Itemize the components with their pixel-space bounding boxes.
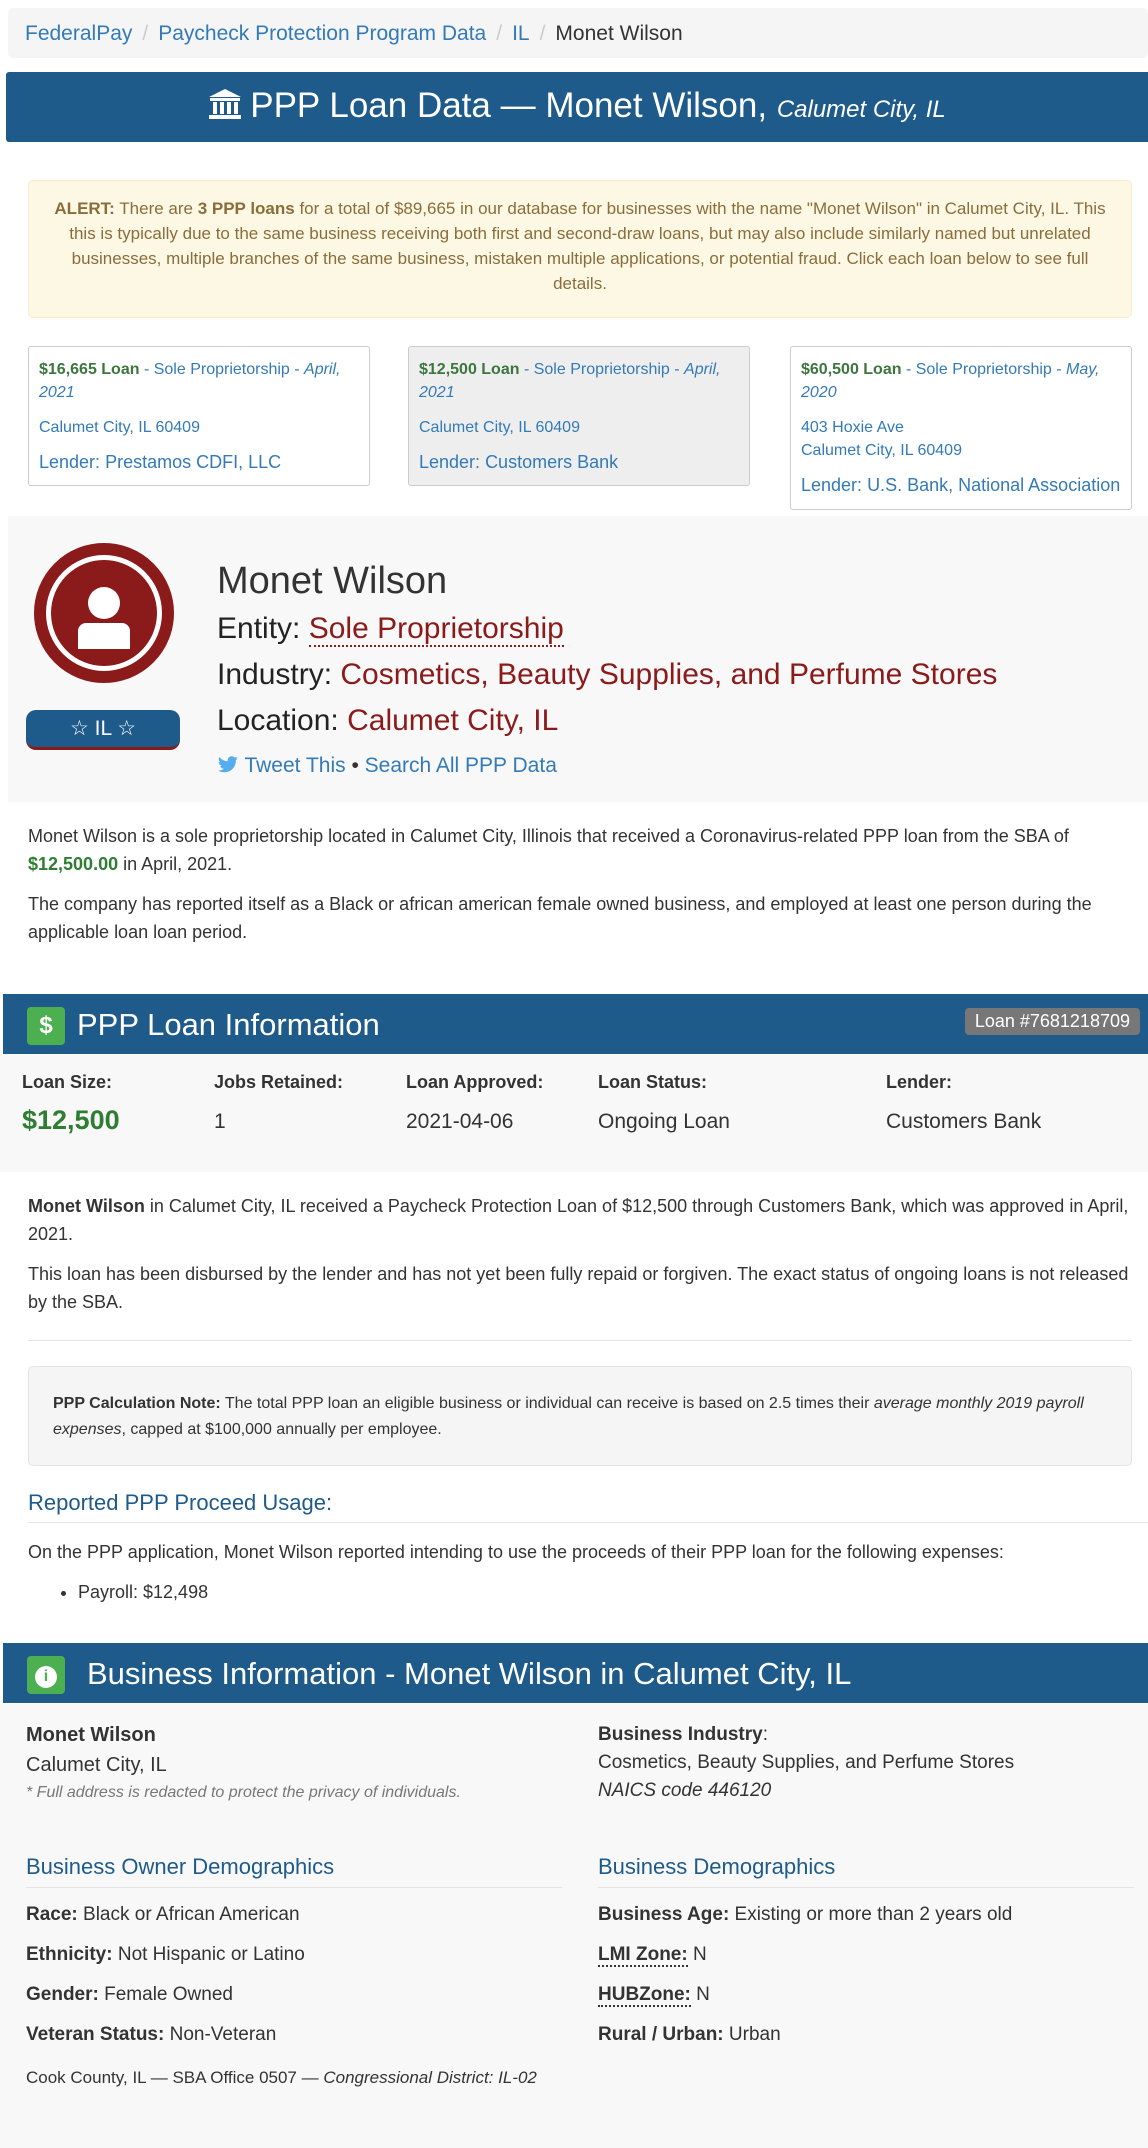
kv-label: Veteran Status: — [26, 2024, 165, 2045]
business-info-header — [3, 1643, 1148, 1703]
calculation-note-label: PPP Calculation Note: — [53, 1395, 221, 1412]
business-name: Monet Wilson — [26, 1724, 156, 1746]
person-icon — [88, 587, 120, 619]
breadcrumb — [8, 8, 1148, 58]
kv-label: Race: — [26, 1904, 78, 1925]
hubzone — [598, 1984, 710, 2006]
stat-value: 2021-04-06 — [406, 1110, 514, 1133]
loan-card-lender — [39, 451, 359, 474]
lmi-zone — [598, 1944, 707, 1966]
loan-card-header — [419, 358, 739, 404]
loan-number-badge: Loan #7681218709 — [965, 1008, 1140, 1035]
divider — [26, 1887, 562, 1888]
person-icon-body — [78, 623, 130, 649]
twitter-icon — [217, 754, 239, 777]
tweet-this-link[interactable]: Tweet This — [244, 754, 346, 777]
page-title: PPP Loan Data — Monet Wilson, — [250, 86, 768, 125]
kv-value: Non-Veteran — [164, 2024, 277, 2045]
loan-card-header — [39, 358, 359, 404]
kv-label: LMI Zone: — [598, 1944, 688, 1965]
profile-entity-label: Entity: — [217, 612, 309, 645]
redacted-note: * Full address is redacted to protect the privacy of individuals. — [26, 1784, 461, 1801]
alert-text-pre: There are — [114, 199, 198, 218]
summary-paragraph-2: The company has reported itself as a Black or african american female owned business, and employed at least one person during the applicable loan loan period. — [28, 894, 1092, 942]
kv-value: Urban — [723, 2024, 781, 2045]
loan-description-text: in Calumet City, IL received a Paycheck Protection Loan of $12,500 through Customers Bank, which was approved in April, 2021. — [28, 1196, 1129, 1244]
page-title-place: Calumet City, IL — [776, 96, 946, 123]
business-industry-link[interactable]: Cosmetics, Beauty Supplies, and Perfume Stores — [598, 1752, 1015, 1773]
location-footer — [26, 2068, 537, 2088]
duplicate-loans-alert — [28, 180, 1132, 318]
loan-approved-stat — [406, 1072, 543, 1134]
kv-label: Business Age: — [598, 1904, 730, 1925]
loan-status-description: This loan has been disbursed by the lender and has not yet been fully repaid or forgiven. The exact status of ongoing loans is not released by the SBA. — [28, 1264, 1129, 1312]
loan-info-title: PPP Loan Information — [77, 1007, 380, 1042]
loan-stats — [0, 1054, 1148, 1172]
profile-industry-value: Cosmetics, Beauty Supplies, and Perfume Stores — [340, 658, 998, 691]
loan-status-stat — [598, 1072, 730, 1134]
loan-card-lender-name: Customers Bank — [485, 452, 619, 472]
info-icon — [27, 1656, 65, 1694]
profile-industry-label: Industry: — [217, 658, 341, 691]
profile-location — [217, 704, 558, 738]
share-links: Tweet This • Search All PPP Data — [217, 754, 557, 778]
summary-text-end: in April, 2021. — [118, 854, 233, 874]
jobs-retained-stat — [214, 1072, 343, 1134]
state-badge[interactable]: ☆ IL ☆ — [26, 710, 180, 750]
loan-card-lender: Lender: U.S. Bank, National Association — [801, 475, 1121, 495]
rural-urban — [598, 2024, 781, 2046]
dollar-icon: $ — [27, 1007, 65, 1045]
divider — [28, 1340, 1132, 1341]
loan-card-lender-name-2: National Association — [958, 475, 1121, 495]
breadcrumb-separator: / — [142, 22, 149, 45]
loan-card[interactable] — [28, 346, 370, 486]
business-industry-label: Business Industry: — [598, 1724, 768, 1745]
bank-icon — [208, 86, 250, 125]
profile-name: Monet Wilson — [217, 560, 448, 602]
info-icon-glyph: i — [35, 1666, 57, 1688]
stat-label: Lender: — [886, 1072, 953, 1092]
kv-value: Existing or more than 2 years old — [729, 1904, 1013, 1925]
search-all-ppp-link[interactable]: Search All PPP Data — [364, 754, 557, 777]
stat-value: Ongoing Loan — [598, 1110, 730, 1133]
loan-description — [28, 1192, 1132, 1248]
page-title-banner — [6, 72, 1148, 142]
profile-industry — [217, 658, 997, 692]
calculation-note-text: The total PPP loan an eligible business or individual can receive is based on 2.5 times their — [220, 1395, 874, 1412]
business-info-title: Business Information - Monet Wilson in Calumet City, IL — [87, 1656, 852, 1691]
loan-card-date: May, 2020 — [801, 361, 1100, 401]
loan-card-selected[interactable] — [408, 346, 750, 486]
kv-label: Rural / Urban: — [598, 2024, 724, 2045]
profile-location-label: Location: — [217, 704, 348, 737]
business-age — [598, 1904, 1012, 1926]
profile-location-value: Calumet City, IL — [347, 704, 559, 737]
loan-card-amount: $60,500 Loan — [801, 361, 902, 378]
owner-race — [26, 1904, 300, 1926]
breadcrumb-current: Monet Wilson — [555, 22, 683, 45]
usage-item: • Payroll: $12,498 — [78, 1578, 208, 1606]
loan-card-lender-label: Lender: — [39, 452, 106, 472]
summary-text: Monet Wilson is a sole proprietorship located in Calumet City, Illinois that received a Coronavirus-related PPP loan from the SBA of — [28, 826, 1069, 846]
loan-card-type: - Sole Proprietorship - — [901, 361, 1067, 378]
breadcrumb-separator: / — [496, 22, 503, 45]
loan-info-header — [3, 994, 1148, 1054]
divider — [598, 1887, 1134, 1888]
business-demographics-heading: Business Demographics — [598, 1854, 836, 1879]
profile-entity — [217, 612, 564, 646]
naics-code: NAICS code 446120 — [598, 1780, 772, 1801]
stat-label: Loan Status: — [598, 1072, 708, 1092]
owner-demographics-heading: Business Owner Demographics — [26, 1854, 335, 1879]
breadcrumb-separator: / — [539, 22, 546, 45]
calculation-note-end: , capped at $100,000 annually per employee. — [121, 1421, 442, 1438]
loan-card-address: Calumet City, IL 60409 — [39, 419, 200, 436]
owner-ethnicity — [26, 1944, 305, 1966]
avatar — [34, 543, 174, 683]
stat-label: Loan Size: — [22, 1072, 113, 1092]
loan-card-address — [801, 416, 1121, 462]
loan-card-type: - Sole Proprietorship - — [519, 361, 685, 378]
usage-intro: On the PPP application, Monet Wilson reported intending to use the proceeds of their PPP loan for the following expenses: — [28, 1542, 1004, 1562]
location-footer-text: Cook County, IL — SBA Office 0507 — — [26, 2068, 324, 2087]
congressional-district: Congressional District: IL-02 — [323, 2068, 537, 2087]
loan-card-lender — [419, 451, 739, 474]
loan-description-name: Monet Wilson — [28, 1196, 145, 1216]
business-info-panel — [0, 1704, 1148, 2148]
summary-amount: $12,500.00 — [28, 854, 119, 874]
stat-value: Customers Bank — [886, 1110, 1042, 1133]
kv-label: Gender: — [26, 1984, 99, 2005]
calculation-note — [28, 1366, 1132, 1466]
loan-card-amount: $16,665 Loan — [39, 361, 140, 378]
calculation-note-emphasis: average monthly 2019 payroll expenses — [53, 1395, 1084, 1438]
business-industry-label-text: Business Industry — [598, 1724, 763, 1745]
stat-value: $12,500 — [22, 1105, 120, 1135]
kv-label: Ethnicity: — [26, 1944, 113, 1965]
kv-label: HUBZone: — [598, 1984, 691, 2005]
summary-paragraph — [28, 822, 1132, 878]
business-city: Calumet City, IL — [26, 1754, 167, 1776]
loan-card-date: April, 2021 — [39, 361, 341, 401]
loan-card[interactable] — [790, 346, 1132, 510]
breadcrumb-link-federalpay[interactable]: FederalPay — [25, 22, 133, 45]
alert-label: ALERT: — [54, 199, 115, 218]
usage-heading: Reported PPP Proceed Usage: — [28, 1490, 333, 1515]
owner-gender — [26, 1984, 233, 2006]
loan-card-lender-name: Prestamos CDFI, LLC — [105, 452, 282, 472]
profile-panel — [8, 516, 1148, 802]
loan-card-amount: $12,500 Loan — [419, 361, 520, 378]
loan-size-stat — [22, 1072, 120, 1136]
divider — [28, 1522, 1148, 1523]
loan-card-lender-name: U.S. Bank — [867, 475, 949, 495]
owner-veteran — [26, 2024, 276, 2046]
loan-card-date: April, 2021 — [419, 361, 721, 401]
kv-value: N — [690, 1984, 710, 2005]
kv-value: Female Owned — [98, 1984, 233, 2005]
kv-value: Not Hispanic or Latino — [112, 1944, 305, 1965]
stat-label: Jobs Retained: — [214, 1072, 344, 1092]
loan-card-street: 403 Hoxie Ave — [801, 419, 904, 436]
loan-card-type: - Sole Proprietorship - — [139, 361, 305, 378]
alert-text: for a total of $89,665 in our database for businesses with the name "Monet Wilson" in Calumet City, IL. This this is typically due to the same business receiving both first and second-draw loans, but may also include similarly named but unrelated businesses, multiple branches of the same business, mistaken multiple applications, or potential fraud. Click each loan below to see full details. — [69, 199, 1106, 293]
loan-card-header — [801, 358, 1121, 404]
profile-entity-value[interactable]: Sole Proprietorship — [308, 612, 564, 645]
stat-value: 1 — [214, 1110, 226, 1133]
alert-loan-count: 3 PPP loans — [197, 199, 295, 218]
breadcrumb-link-il[interactable]: IL — [512, 22, 530, 45]
usage-list — [78, 1578, 208, 1606]
stat-label: Loan Approved: — [406, 1072, 544, 1092]
loan-card-lender-label: Lender: — [419, 452, 486, 472]
loan-card-lender-label: Lender: — [801, 475, 868, 495]
kv-value: N — [687, 1944, 707, 1965]
loan-card-address: Calumet City, IL 60409 — [419, 419, 580, 436]
loan-card-city: Calumet City, IL 60409 — [801, 442, 962, 459]
kv-value: Black or African American — [77, 1904, 300, 1925]
breadcrumb-link-ppp-data[interactable]: Paycheck Protection Program Data — [158, 22, 487, 45]
lender-stat — [886, 1072, 1041, 1134]
